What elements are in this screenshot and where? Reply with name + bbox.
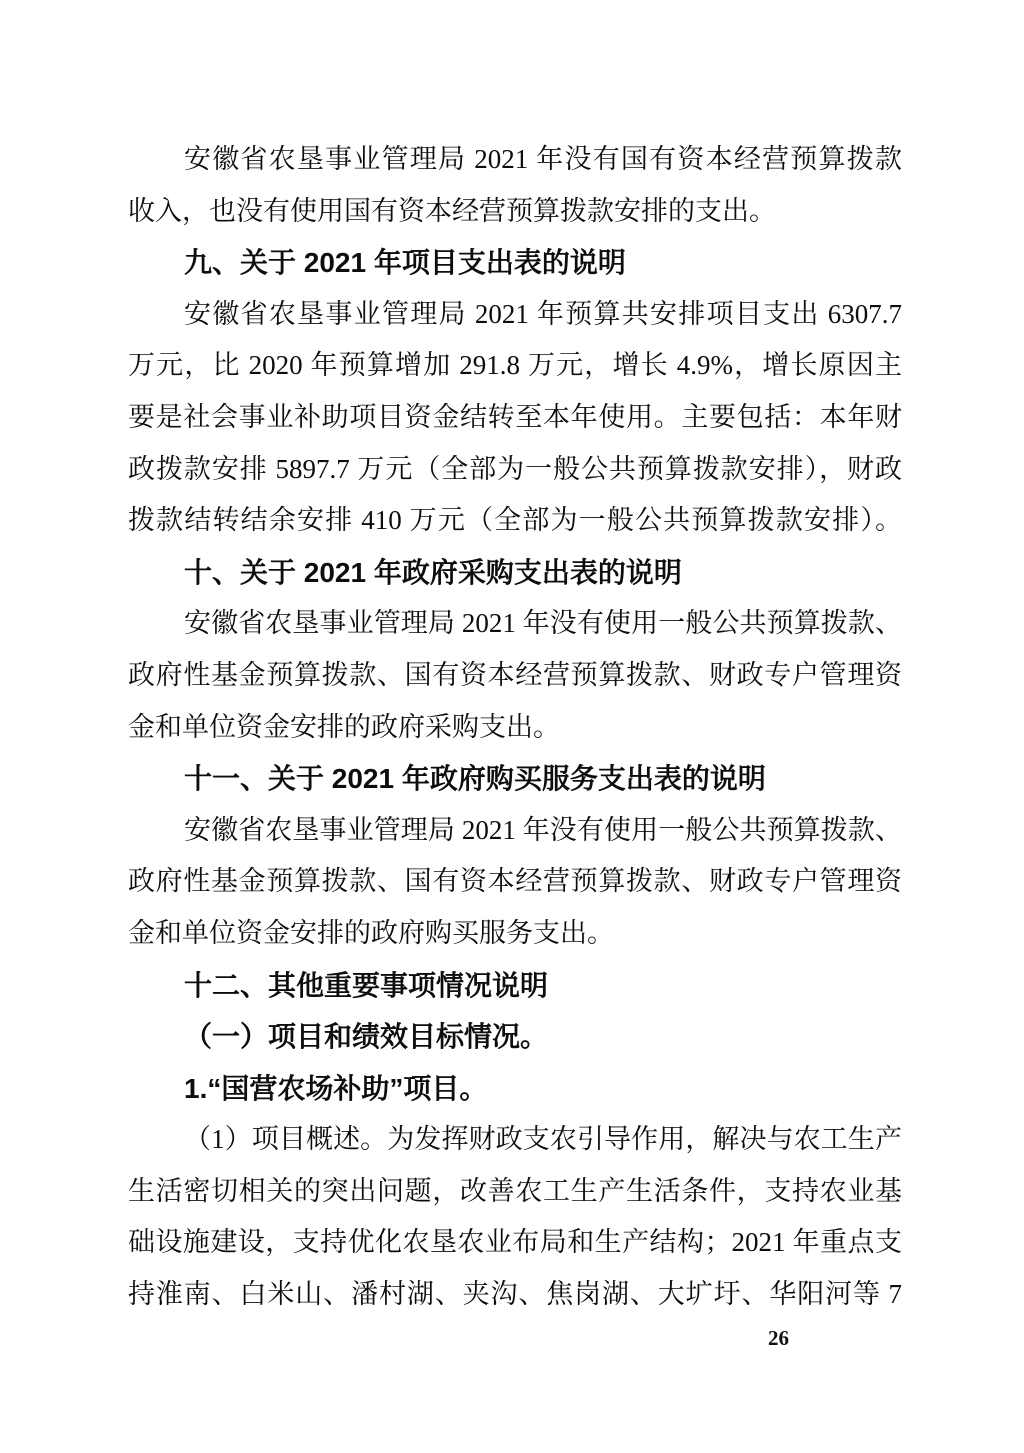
paragraph-line: 生活密切相关的突出问题，改善农工生产生活条件，支持农业基	[128, 1175, 902, 1206]
paragraph-line: 政府性基金预算拨款、国有资本经营预算拨款、财政专户管理资	[128, 866, 902, 897]
paragraph-line: 安徽省农垦事业管理局 2021 年没有国有资本经营预算拨款	[184, 144, 902, 174]
page-number: 26	[768, 1326, 789, 1350]
paragraph-line: 万元，比 2020 年预算增加 291.8 万元，增长 4.9%，增长原因主	[128, 350, 902, 381]
paragraph-line: 拨款结转结余安排 410 万元（全部为一般公共预算拨款安排）。	[128, 505, 902, 536]
paragraph-line: 安徽省农垦事业管理局 2021 年没有使用一般公共预算拨款、	[184, 814, 902, 845]
document-body	[128, 134, 902, 1321]
section-heading-9: 九、关于 2021 年项目支出表的说明	[184, 247, 626, 279]
paragraph-line: （1）项目概述。为发挥财政支农引导作用，解决与农工生产	[184, 1124, 902, 1155]
paragraph-line: 要是社会事业补助项目资金结转至本年使用。主要包括：本年财	[128, 401, 902, 432]
paragraph-line: 政拨款安排 5897.7 万元（全部为一般公共预算拨款安排），财政	[128, 453, 902, 484]
paragraph-line: 金和单位资金安排的政府购买服务支出。	[128, 917, 614, 948]
paragraph-line: 安徽省农垦事业管理局 2021 年没有使用一般公共预算拨款、	[184, 608, 902, 639]
section-heading-12: 十二、其他重要事项情况说明	[184, 969, 549, 1001]
subsection-heading-1: （一）项目和绩效目标情况。	[184, 1021, 549, 1053]
paragraph-line: 金和单位资金安排的政府采购支出。	[128, 711, 560, 742]
paragraph-line: 安徽省农垦事业管理局 2021 年预算共安排项目支出 6307.7	[184, 298, 902, 329]
paragraph-line: 持淮南、白米山、潘村湖、夹沟、焦岗湖、大圹圩、华阳河等 7	[128, 1279, 902, 1310]
paragraph-line: 础设施建设，支持优化农垦农业布局和生产结构；2021 年重点支	[128, 1227, 902, 1258]
paragraph-line: 政府性基金预算拨款、国有资本经营预算拨款、财政专户管理资	[128, 659, 902, 690]
paragraph-line: 收入，也没有使用国有资本经营预算拨款安排的支出。	[128, 195, 776, 226]
item-heading-guoying-nongchang: 1.“国营农场补助”项目。	[184, 1072, 488, 1104]
section-heading-11: 十一、关于 2021 年政府购买服务支出表的说明	[184, 763, 766, 795]
section-heading-10: 十、关于 2021 年政府采购支出表的说明	[184, 556, 682, 588]
